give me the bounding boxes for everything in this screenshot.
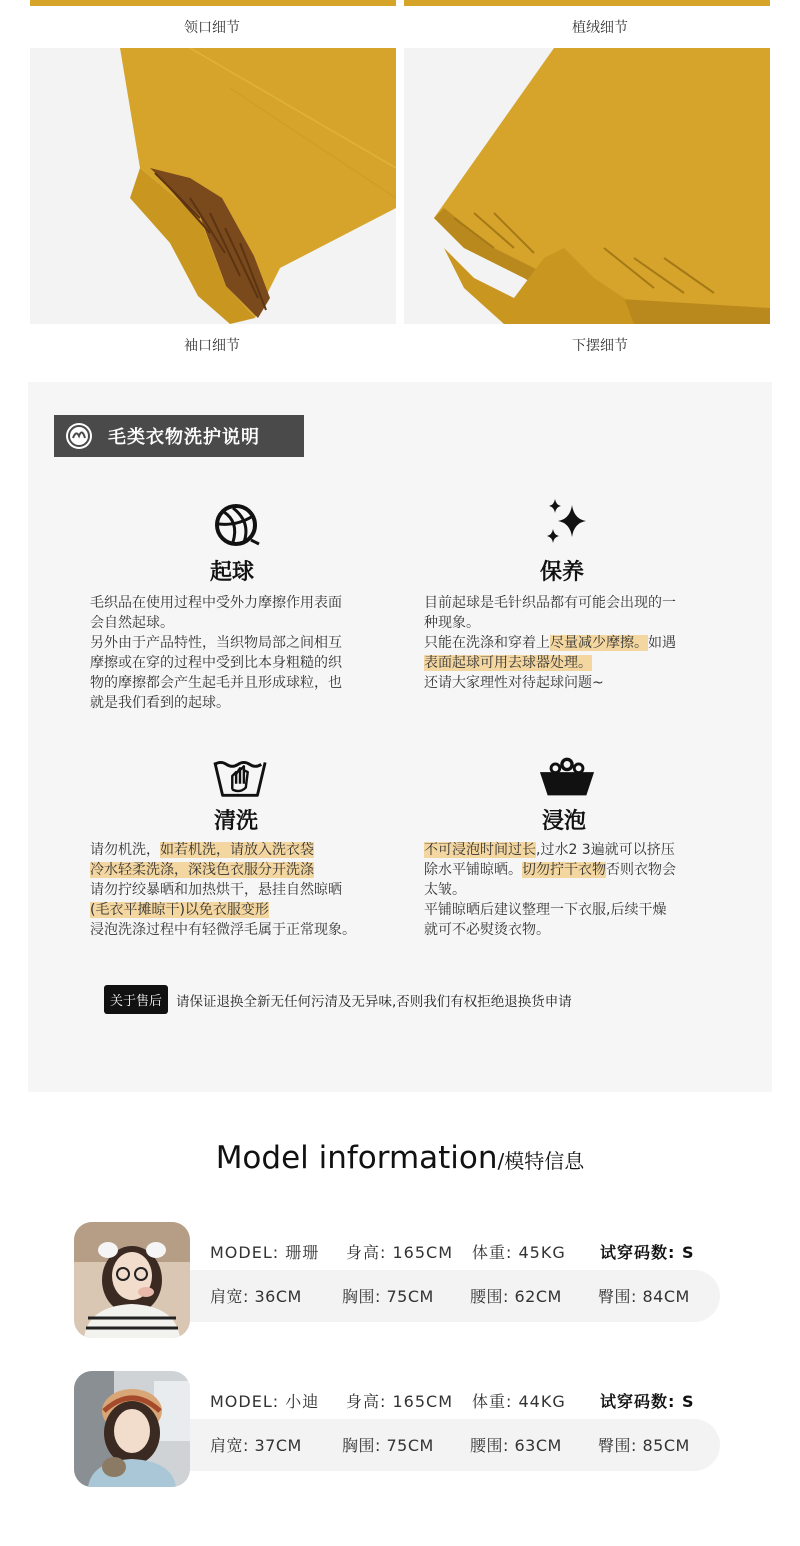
pilling-title: 起球 (210, 560, 255, 585)
washing-title: 清洗 (214, 809, 259, 834)
maintenance-line: 还请大家理性对待起球问题~ (424, 675, 604, 691)
model-basic-row (210, 1240, 695, 1263)
model-height: 身高: 165CM (346, 1243, 453, 1262)
model-height: 身高: 165CM (346, 1392, 453, 1411)
pilling-line: 就是我们看到的起球。 (90, 695, 230, 711)
maintenance-line (424, 653, 724, 673)
highlight-text: 如若机洗，请放入洗衣袋 (160, 842, 314, 858)
model-name: MODEL: 小迪 (210, 1392, 320, 1411)
sparkles-icon (542, 497, 592, 547)
soaking-line: 太皱。 (424, 882, 466, 898)
soaking-line: 不可浸泡时间过长,过水2 3遍就可以挤压 (424, 842, 675, 858)
washing-line (90, 900, 400, 920)
pilling-line: 摩擦或在穿的过程中受到比本身粗糙的织 (90, 655, 342, 671)
pilling-line: 物的摩擦都会产生起毛并且形成球粒，也 (90, 675, 342, 691)
washing-line (90, 860, 400, 880)
maintenance-text (424, 593, 724, 693)
model-shoulder: 肩宽: 36CM (210, 1287, 302, 1306)
model-hip: 臀围: 85CM (598, 1436, 690, 1455)
care-instructions-panel (28, 382, 772, 1092)
model-size: 试穿码数: S (600, 1392, 695, 1411)
photo-strip-left (30, 0, 396, 6)
model-hip: 臀围: 84CM (598, 1287, 690, 1306)
model-name: MODEL: 珊珊 (210, 1243, 320, 1262)
model-info-title-en: Model information (215, 1140, 498, 1176)
care-logo-icon (64, 421, 94, 451)
care-block-pilling (90, 497, 390, 717)
soaking-title: 浸泡 (542, 809, 587, 834)
model-bust: 胸围: 75CM (342, 1436, 434, 1455)
hand-wash-icon (211, 750, 269, 800)
soaking-line: 除水平铺晾晒。切勿拧干衣物否则衣物会 (424, 862, 676, 878)
model-card (74, 1371, 720, 1487)
highlight-text: (毛衣平摊晾干)以免衣服变形 (90, 902, 269, 918)
caption-cuff: 袖口细节 (184, 338, 240, 354)
highlight-text: 不可浸泡时间过长 (424, 842, 536, 858)
aftersale-tag: 关于售后 (104, 985, 168, 1014)
caption-collar: 领口细节 (184, 20, 240, 36)
model-info-title-zh: /模特信息 (497, 1149, 585, 1173)
model-size: 试穿码数: S (600, 1243, 695, 1262)
care-header-title: 毛类衣物洗护说明 (108, 427, 260, 448)
washing-line: 请勿机洗，如若机洗，请放入洗衣袋 (90, 842, 314, 858)
care-block-soaking (424, 748, 724, 948)
care-block-maintenance (424, 497, 724, 717)
model-card (74, 1222, 720, 1338)
model-info-title (0, 1140, 800, 1176)
maintenance-line: 只能在洗涤和穿着上尽量减少摩擦。如遇 (424, 635, 676, 651)
model-basic-row (210, 1389, 695, 1412)
photo-strip-right (404, 0, 770, 6)
caption-velvet: 植绒细节 (572, 20, 628, 36)
highlight-text: 尽量减少摩擦。 (550, 635, 648, 651)
maintenance-title: 保养 (540, 560, 585, 585)
pilling-line: 毛织品在使用过程中受外力摩擦作用表面 (90, 595, 342, 611)
model-waist: 腰围: 63CM (470, 1436, 562, 1455)
pilling-line: 会自然起球。 (90, 615, 174, 631)
maintenance-line: 种现象。 (424, 615, 480, 631)
care-block-washing (90, 748, 390, 948)
model-waist: 腰围: 62CM (470, 1287, 562, 1306)
model-weight: 体重: 45KG (472, 1243, 566, 1262)
pilling-text (90, 593, 390, 713)
model-bust: 胸围: 75CM (342, 1287, 434, 1306)
soaking-text (424, 840, 724, 940)
model-avatar (74, 1371, 190, 1487)
model-avatar (74, 1222, 190, 1338)
cuff-detail-photo (30, 48, 396, 324)
maintenance-line: 目前起球是毛针织品都有可能会出现的一 (424, 595, 676, 611)
highlight-text: 切勿拧干衣物 (522, 862, 606, 878)
model-weight: 体重: 44KG (472, 1392, 566, 1411)
hem-detail-photo (404, 48, 770, 324)
care-header (54, 415, 304, 457)
washing-text (90, 840, 400, 940)
pilling-line: 另外由于产品特性，当织物局部之间相互 (90, 635, 342, 651)
soaking-line: 平铺晾晒后建议整理一下衣服,后续干燥 (424, 902, 667, 918)
model-shoulder: 肩宽: 37CM (210, 1436, 302, 1455)
soak-basin-icon (538, 752, 596, 802)
model-measure-row (210, 1284, 690, 1307)
highlight-text: 冷水轻柔洗涤，深浅色衣服分开洗涤 (90, 862, 314, 878)
soaking-line: 就可不必熨烫衣物。 (424, 922, 550, 938)
yarn-ball-icon (211, 500, 261, 550)
aftersale-notice (104, 985, 572, 1014)
model-measure-row (210, 1433, 690, 1456)
caption-hem: 下摆细节 (572, 338, 628, 354)
washing-line: 请勿拧绞暴晒和加热烘干，悬挂自然晾晒 (90, 882, 342, 898)
washing-line: 浸泡洗涤过程中有轻微浮毛属于正常现象。 (90, 922, 356, 938)
highlight-text: 表面起球可用去球器处理。 (424, 655, 592, 671)
aftersale-text: 请保证退换全新无任何污清及无异味,否则我们有权拒绝退换货申请 (176, 993, 572, 1010)
